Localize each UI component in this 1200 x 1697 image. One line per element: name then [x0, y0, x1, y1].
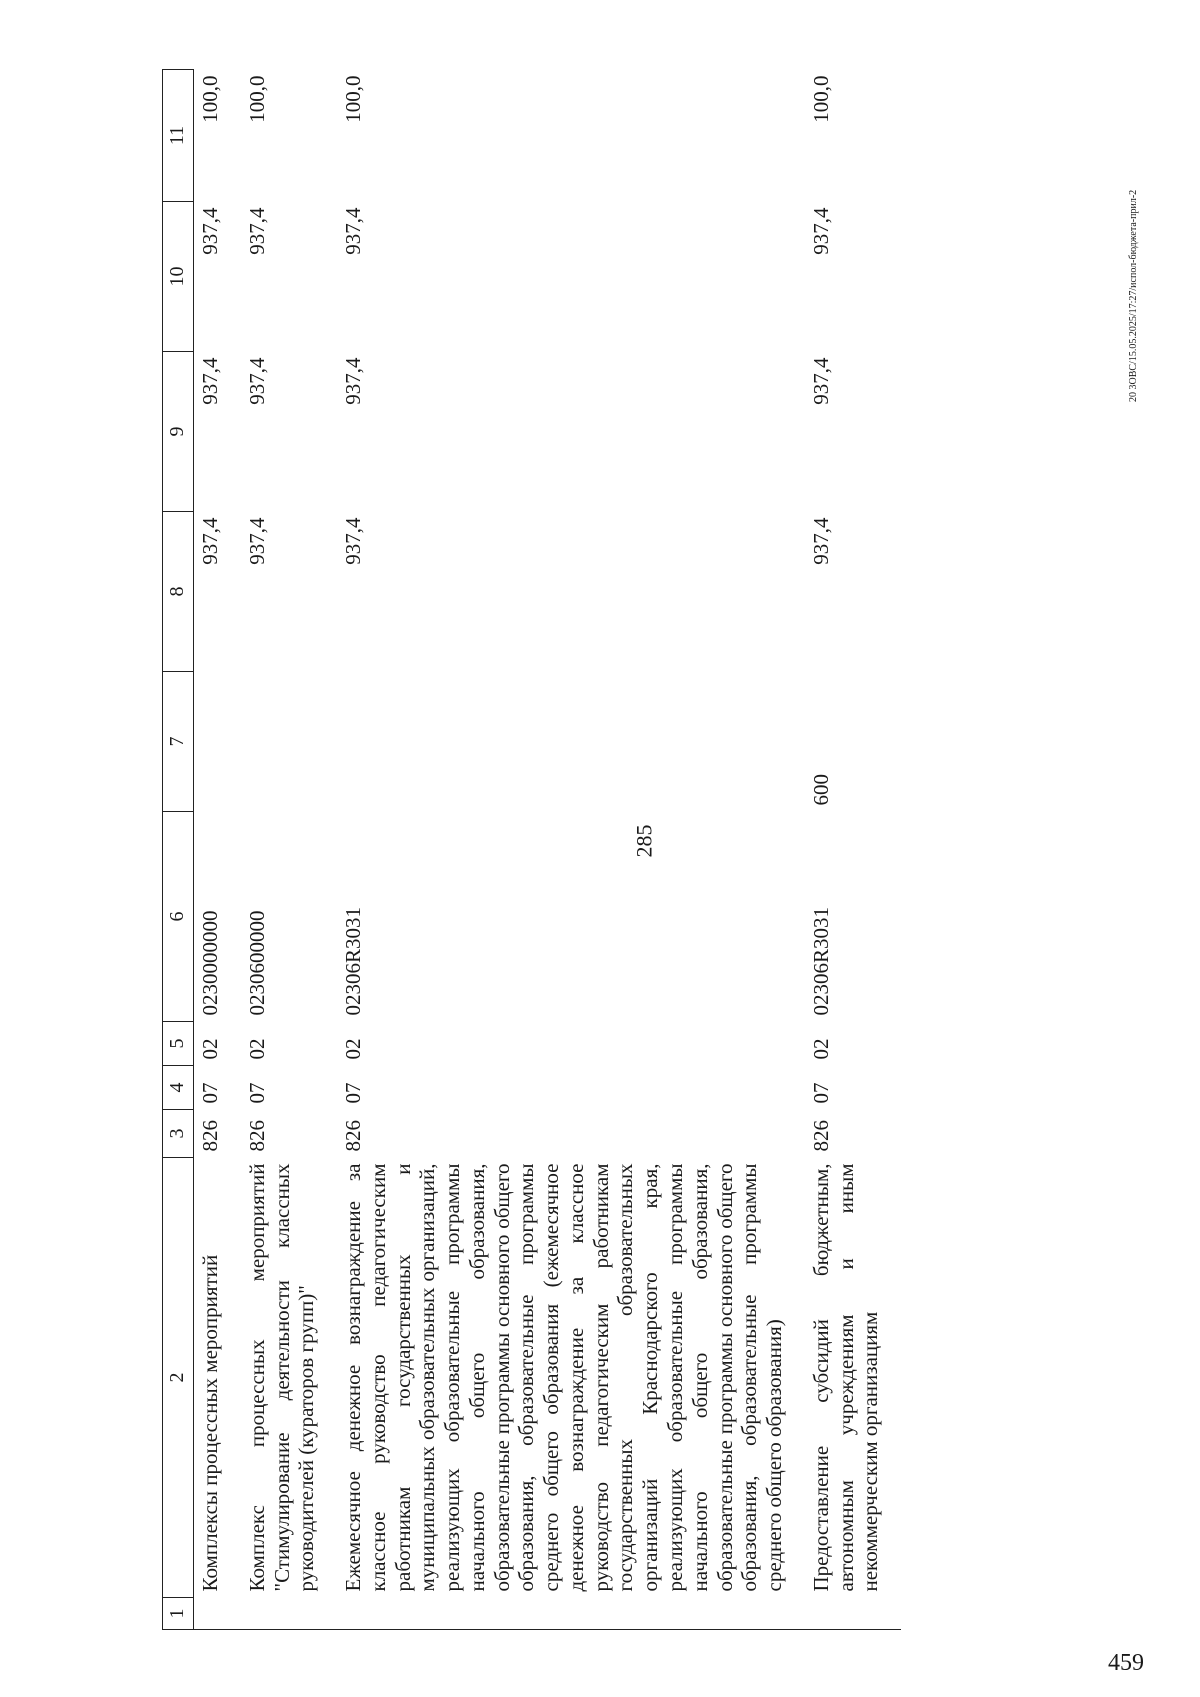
amount-col9-cell: 937,4	[341, 357, 366, 405]
table-row	[337, 70, 805, 1630]
header-col-4: 4	[163, 1066, 194, 1110]
header-col-8: 8	[163, 512, 194, 672]
amount-col10-cell: 937,4	[244, 207, 269, 255]
subsection-code-cell: 02	[244, 1038, 269, 1060]
section-code-cell: 07	[244, 1082, 269, 1104]
header-col-2: 2	[163, 1158, 194, 1598]
section-code-cell: 07	[198, 1082, 222, 1104]
section-code-cell: 07	[341, 1082, 366, 1104]
row-number-cell	[241, 1598, 337, 1630]
percent-cell: 100,0	[341, 75, 366, 123]
amount-col10-cell: 937,4	[341, 207, 366, 255]
percent-cell: 100,0	[198, 75, 222, 123]
expense-type-cell	[337, 672, 805, 812]
budget-table	[162, 69, 901, 1630]
header-col-3: 3	[163, 1110, 194, 1158]
subsection-code-cell: 02	[341, 1038, 366, 1060]
target-article-cell: 0230600000	[244, 910, 269, 1016]
section-code-cell: 07	[808, 1082, 833, 1104]
target-article-cell: 02306R3031	[341, 906, 366, 1016]
expense-type-cell	[194, 672, 241, 812]
amount-col9-cell: 937,4	[244, 357, 269, 405]
table-row	[194, 70, 241, 1630]
page-number-top: 285	[631, 824, 657, 858]
expense-type-cell	[241, 672, 337, 812]
target-article-cell: 02306R3031	[808, 906, 833, 1016]
amount-col8-cell: 937,4	[244, 517, 269, 565]
header-col-9: 9	[163, 352, 194, 512]
amount-col9-cell: 937,4	[198, 357, 222, 405]
header-col-10: 10	[163, 202, 194, 352]
ministry-code-cell: 826	[341, 1120, 366, 1152]
amount-col8-cell: 937,4	[808, 517, 833, 565]
amount-col9-cell: 937,4	[808, 357, 833, 405]
row-number-cell	[194, 1598, 241, 1630]
ministry-code-cell: 826	[198, 1120, 222, 1152]
amount-col8-cell: 937,4	[198, 517, 222, 565]
header-col-5: 5	[163, 1022, 194, 1066]
subsection-code-cell: 02	[808, 1038, 833, 1060]
header-col-7: 7	[163, 672, 194, 812]
expense-type-cell: 600	[808, 774, 833, 806]
header-row	[163, 70, 194, 1630]
description-cell: Предоставление субсидий бюджетным, автономным учреждениям и иным некоммерческим организациям	[808, 1163, 883, 1592]
page-number-bottom: 459	[1108, 1650, 1144, 1676]
percent-cell: 100,0	[244, 75, 269, 123]
amount-col8-cell: 937,4	[341, 517, 366, 565]
description-cell: Ежемесячное денежное вознаграждение за классное руководство педагогическим работникам государственных и муниципальных образовательных организаций, реализующих образовательные программы начального общего образования, образовательные программы основного общего образования, образовательные программы среднего общего образования (ежемесячное денежное вознаграждение за классное руководство педагогическим работникам государственных образовательных организаций Краснодарского края, реализующих образовательные программы начального общего образования, образовательные программы основного общего образования, образовательные программы среднего общего образования)	[341, 1163, 787, 1592]
subsection-code-cell: 02	[198, 1038, 222, 1060]
table-row	[805, 70, 901, 1630]
ministry-code-cell: 826	[244, 1120, 269, 1152]
percent-cell: 100,0	[808, 75, 833, 123]
rotated-table-container	[162, 70, 1042, 1630]
description-cell: Комплекс процессных мероприятий "Стимулирование деятельности классных руководителей (кураторов групп)"	[244, 1163, 319, 1592]
header-col-1: 1	[163, 1598, 194, 1630]
header-col-6: 6	[163, 812, 194, 1022]
table-row	[241, 70, 337, 1630]
target-article-cell: 0230000000	[198, 910, 222, 1016]
footer-code: 20 3ОВС/15.05.2025/17:27/испол-бюджета-прил-2	[1128, 189, 1139, 402]
ministry-code-cell: 826	[808, 1120, 833, 1152]
amount-col10-cell: 937,4	[808, 207, 833, 255]
row-number-cell	[337, 1598, 805, 1630]
description-cell: Комплексы процессных мероприятий	[198, 1254, 222, 1592]
row-number-cell	[805, 1598, 901, 1630]
amount-col10-cell: 937,4	[198, 207, 222, 255]
header-col-11: 11	[163, 70, 194, 202]
